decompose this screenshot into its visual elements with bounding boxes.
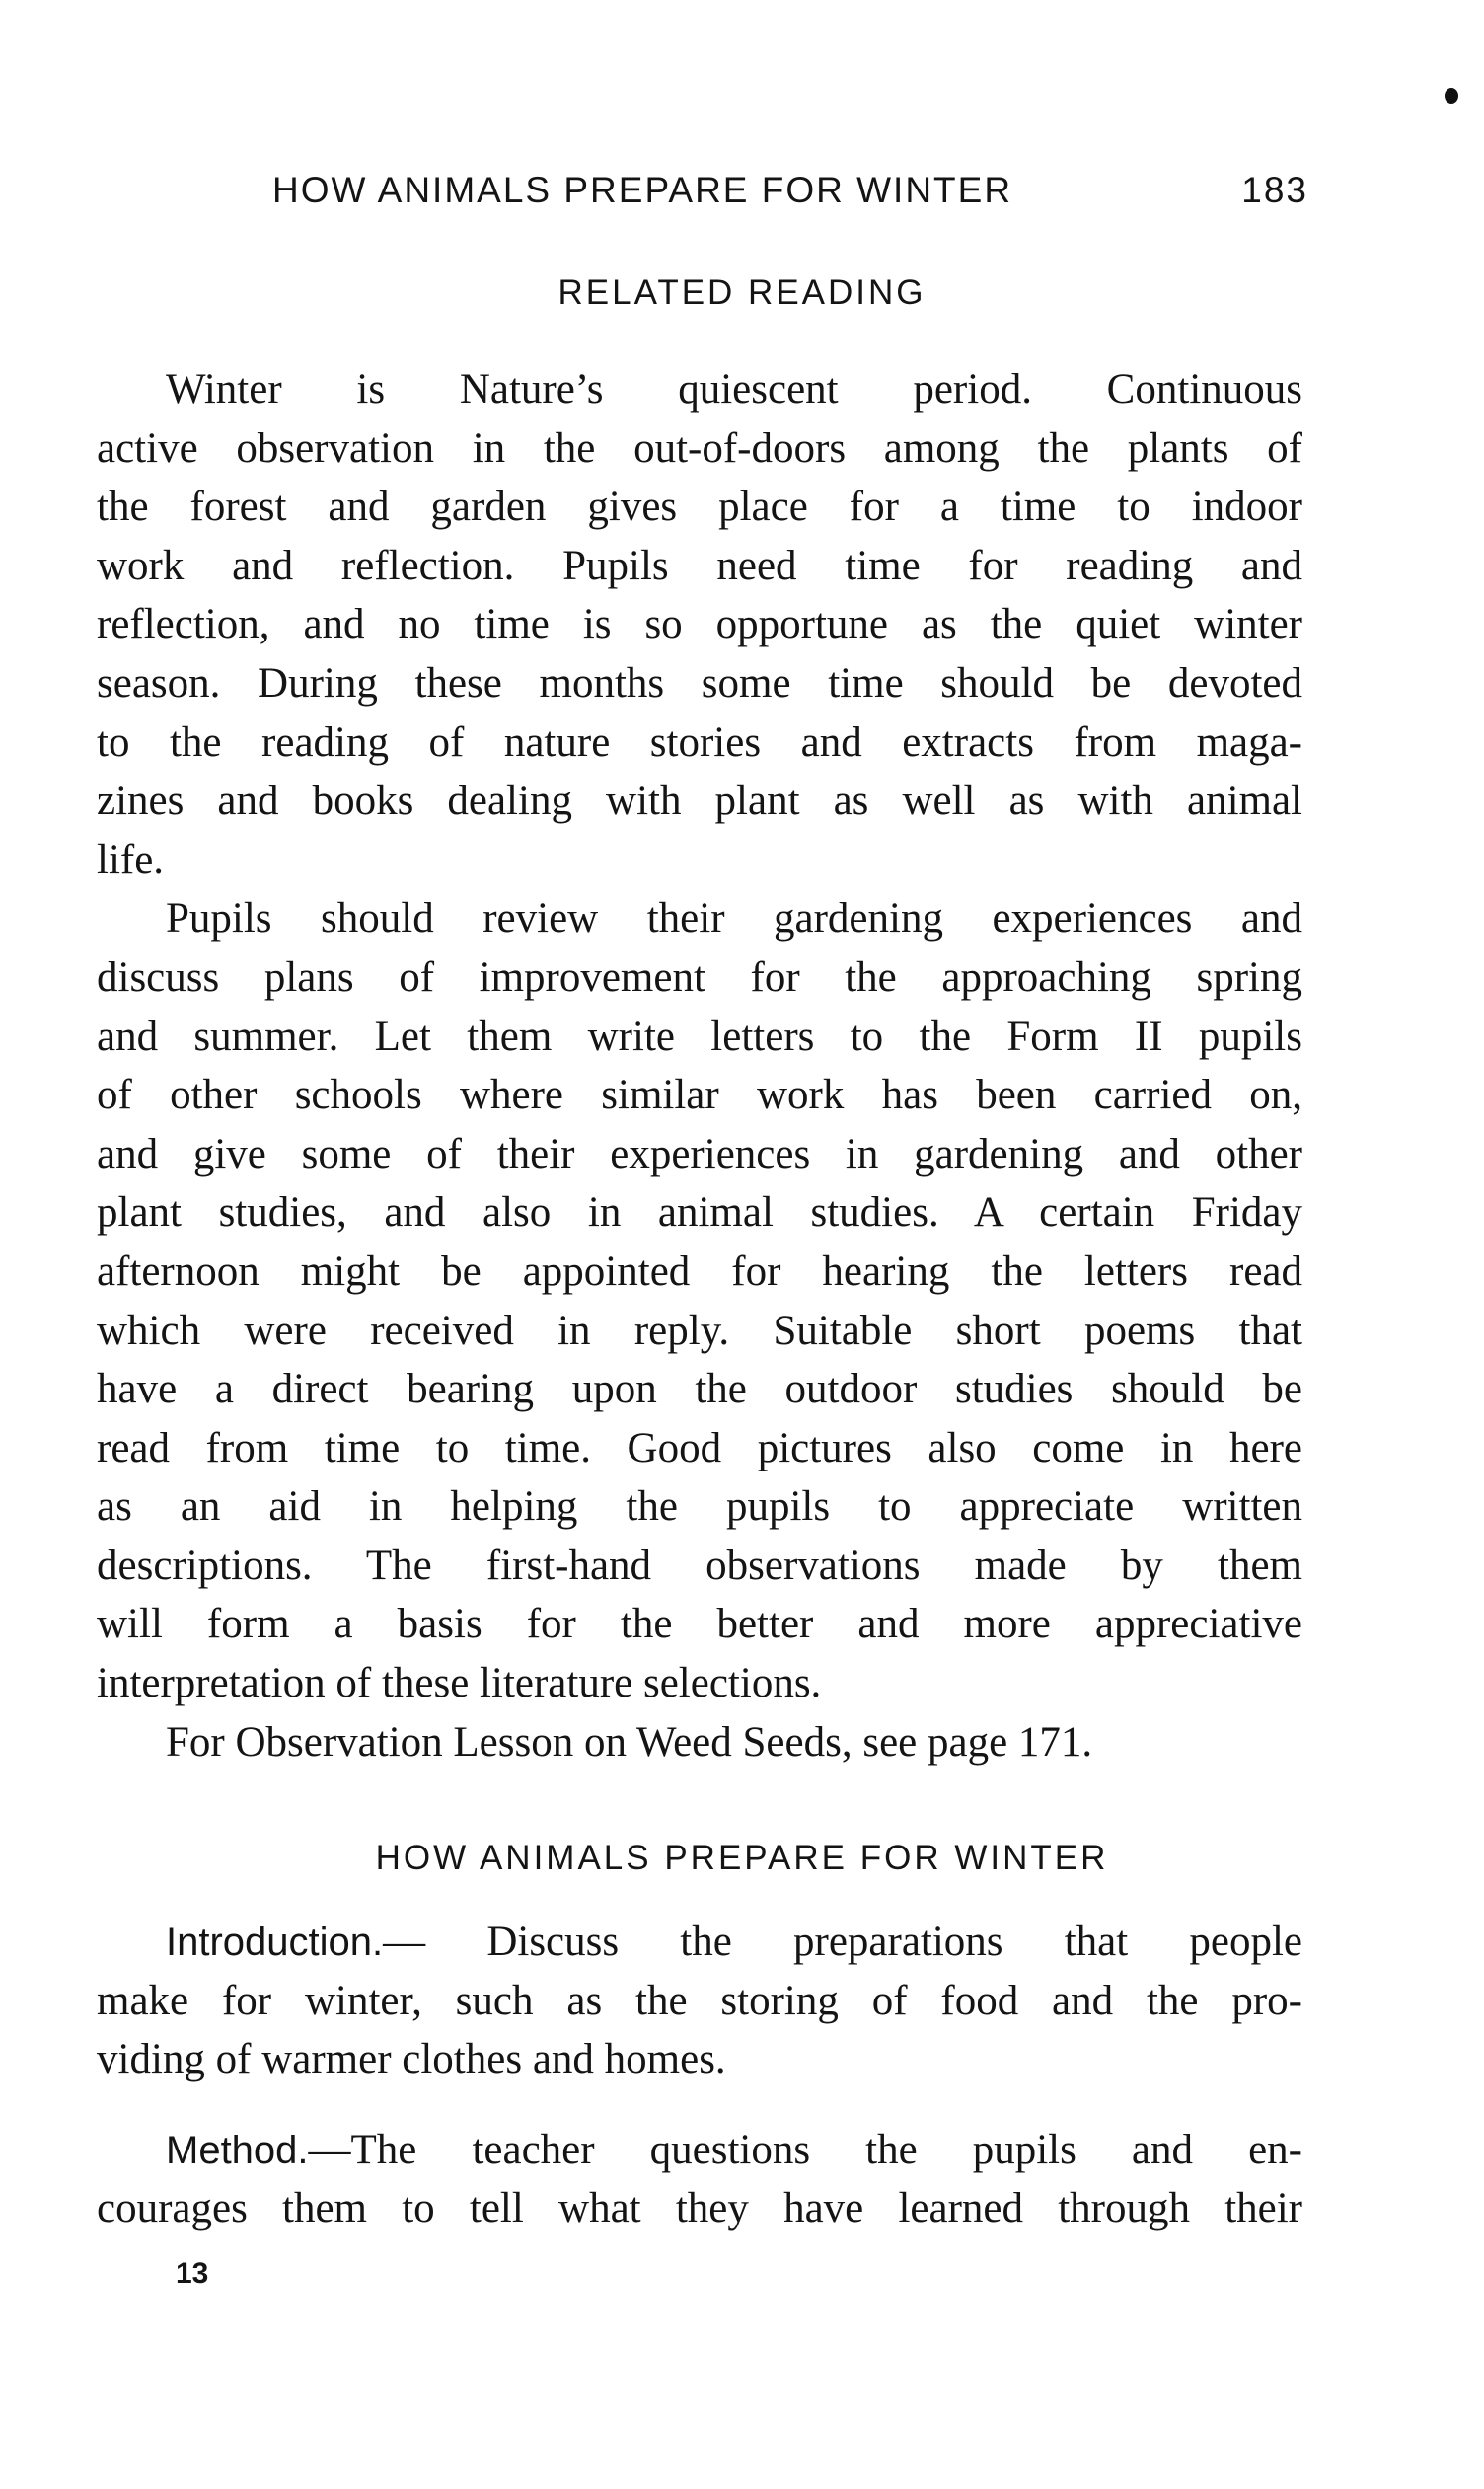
- related-reading-text: [97, 360, 1302, 1772]
- text-line: discuss plans of improvement for the approaching spring: [97, 953, 1302, 1001]
- text-line: courages them to tell what they have learned through their: [97, 2185, 1302, 2232]
- introduction-text: — Discuss the preparations that people: [383, 1919, 1302, 1965]
- method-label: Method.: [166, 2128, 309, 2172]
- text-line: active observation in the out-of-doors among the plants of: [97, 424, 1302, 472]
- text-line: and summer. Let them write letters to the Form II pupils: [97, 1013, 1302, 1060]
- text-line: Winter is Nature’s quiescent period. Continuous: [166, 366, 1302, 413]
- text-line: read from time to time. Good pictures also come in here: [97, 1424, 1302, 1471]
- running-head-title: HOW ANIMALS PREPARE FOR WINTER: [272, 170, 1013, 210]
- text-line: viding of warmer clothes and homes.: [97, 2036, 726, 2083]
- lesson-heading: HOW ANIMALS PREPARE FOR WINTER: [375, 1839, 1109, 1877]
- paragraph-gap: [97, 2089, 1302, 2121]
- method-line: [97, 2121, 1302, 2180]
- signature-mark: 13: [176, 2257, 209, 2290]
- method-text: —The teacher questions the pupils and en-: [308, 2126, 1302, 2173]
- running-head: [272, 170, 1308, 219]
- text-line: and give some of their experiences in gardening and other: [97, 1130, 1302, 1177]
- text-line: interpretation of these literature selections.: [97, 1660, 822, 1707]
- text-line: work and reflection. Pupils need time for reading and: [97, 542, 1302, 589]
- text-line: reflection, and no time is so opportune as the quiet winter: [97, 601, 1302, 648]
- scan-dot-mark: [1445, 88, 1458, 104]
- text-line: to the reading of nature stories and extracts from maga-: [97, 718, 1302, 766]
- introduction-line: [97, 1913, 1302, 1972]
- related-reading-heading: RELATED READING: [557, 273, 927, 312]
- introduction-label: Introduction.: [166, 1921, 384, 1964]
- text-line: which were received in reply. Suitable short poems that: [97, 1307, 1302, 1354]
- text-line: as an aid in helping the pupils to appreciate written: [97, 1483, 1302, 1531]
- text-line: descriptions. The first-hand observations made by them: [97, 1542, 1302, 1589]
- text-line: afternoon might be appointed for hearing the letters read: [97, 1247, 1302, 1295]
- text-line: make for winter, such as the storing of food and the pro-: [97, 1977, 1302, 2024]
- text-line: For Observation Lesson on Weed Seeds, see page 171.: [166, 1718, 1093, 1766]
- text-line: zines and books dealing with plant as well as with animal: [97, 778, 1302, 825]
- text-line: have a direct bearing upon the outdoor studies should be: [97, 1366, 1302, 1413]
- text-line: plant studies, and also in animal studies. A certain Friday: [97, 1189, 1302, 1237]
- text-line: the forest and garden gives place for a time to indoor: [97, 484, 1302, 531]
- text-line: of other schools where similar work has been carried on,: [97, 1072, 1302, 1119]
- lesson-text: [97, 1913, 1302, 2238]
- text-line: will form a basis for the better and more appreciative: [97, 1601, 1302, 1648]
- text-line: season. During these months some time should be devoted: [97, 659, 1302, 707]
- text-line: Pupils should review their gardening experiences and: [166, 895, 1302, 943]
- text-line: life.: [97, 836, 165, 883]
- page-number: 183: [1241, 170, 1308, 210]
